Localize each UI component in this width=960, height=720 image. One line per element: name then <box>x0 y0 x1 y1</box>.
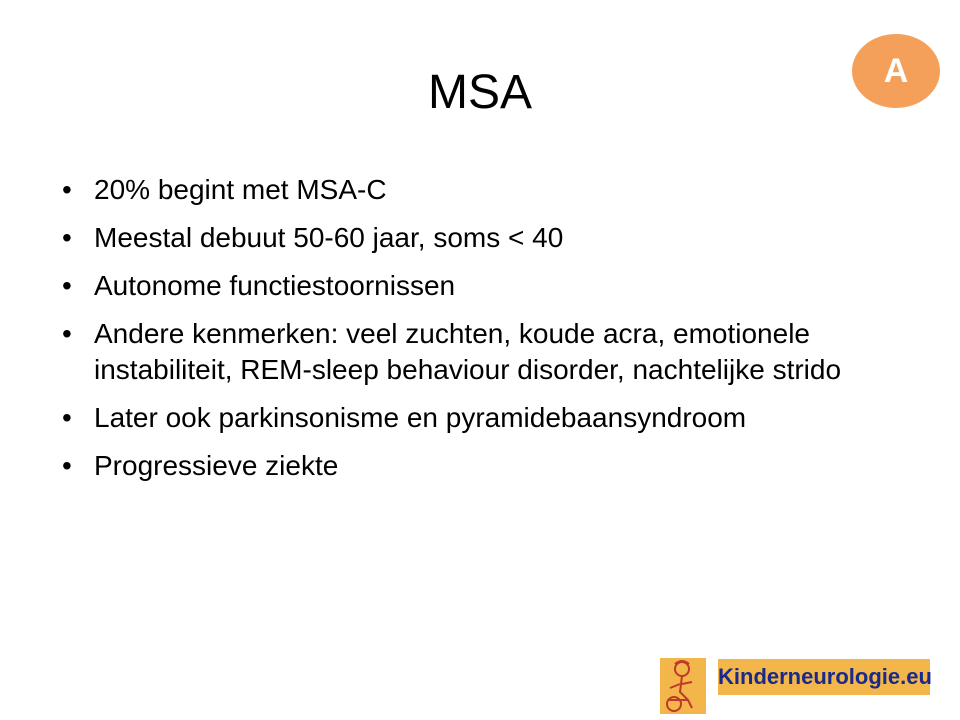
bullet-item <box>62 172 882 208</box>
bullet-text: Autonome functiestoornissen <box>94 270 456 301</box>
bullet-text: Later ook parkinsonisme en pyramidebaansyndroom <box>94 402 747 433</box>
bullet-icon: • <box>62 402 72 433</box>
bullet-item <box>62 400 882 436</box>
bullet-icon: • <box>62 222 72 253</box>
site-logo <box>660 656 930 716</box>
section-badge: A <box>852 34 940 108</box>
logo-text: Kinderneurologie.eu <box>718 659 930 695</box>
bullet-icon: • <box>62 450 72 481</box>
bullet-item <box>62 220 882 256</box>
bullet-text: 20% begint met MSA-C <box>94 174 387 205</box>
bullet-text: Meestal debuut 50-60 jaar, soms < 40 <box>94 222 564 253</box>
bullet-text: Progressieve ziekte <box>94 450 339 481</box>
bullet-item <box>62 448 882 484</box>
bullet-icon: • <box>62 174 72 205</box>
bullet-item <box>62 268 882 304</box>
bullet-item <box>62 316 882 388</box>
bullet-text: Andere kenmerken: veel zuchten, koude acra, emotionele instabiliteit, REM-sleep behaviour disorder, nachtelijke strido <box>94 318 842 385</box>
bullet-icon: • <box>62 270 72 301</box>
bullet-list <box>62 172 882 496</box>
child-figure-icon <box>660 658 706 714</box>
bullet-icon: • <box>62 318 72 349</box>
slide-title: MSA <box>427 66 532 119</box>
